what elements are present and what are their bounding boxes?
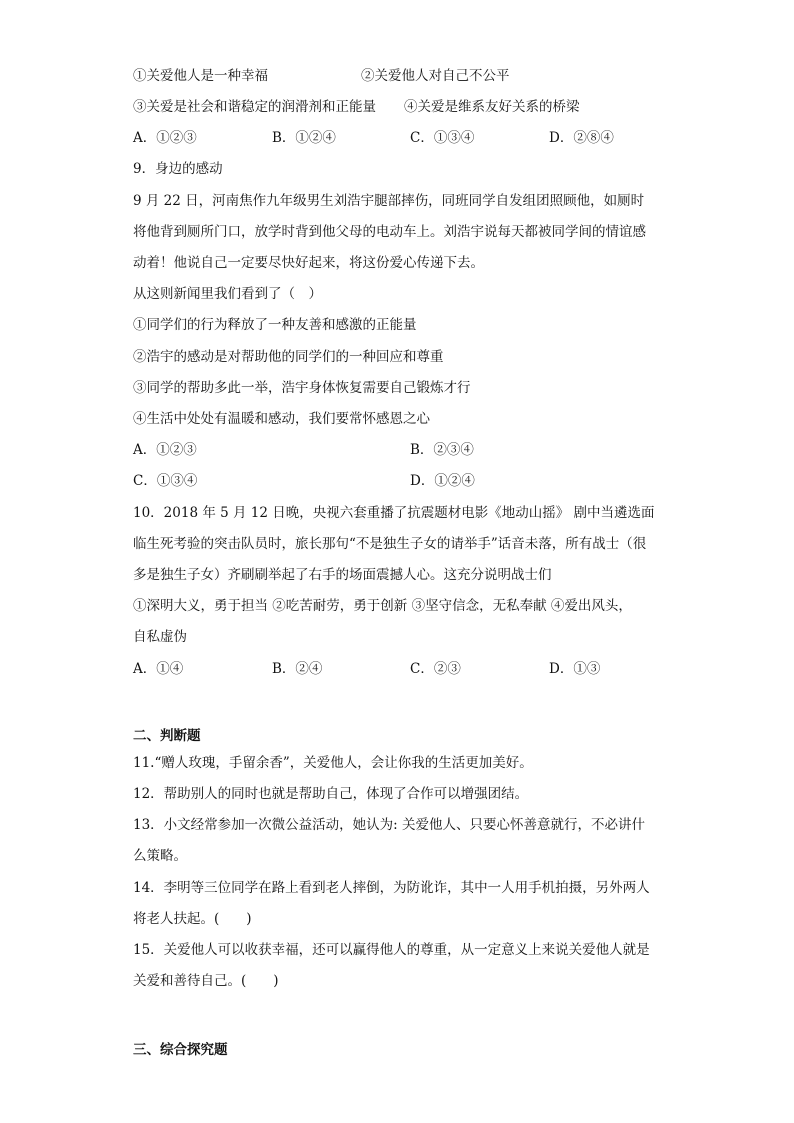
- q10-items-line-2: 自私虚伪: [133, 629, 187, 645]
- q8-option-d: D．②⑧④: [549, 130, 614, 146]
- q8-item-2: ②关爱他人对自己不公平: [361, 68, 510, 84]
- q9-item-2: ②浩宇的感动是对帮助他的同学们的一种回应和尊重: [133, 349, 444, 365]
- q11: 11.“赠人玫瑰，手留余香”，关爱他人，会让你我的生活更加美好。: [133, 755, 533, 771]
- q9-title: 9．身边的感动: [133, 161, 223, 177]
- section-3-heading: 三、综合探究题: [133, 1042, 228, 1058]
- q10-option-c: C．②③: [410, 661, 461, 677]
- q9-passage-line-3: 动着！他说自己一定要尽快好起来，将这份爱心传递下去。: [133, 255, 484, 271]
- q8-item-1: ①关爱他人是一种幸福: [133, 68, 268, 84]
- q10-option-a: A．①④: [133, 661, 184, 677]
- q8-option-a: A．①②③: [133, 130, 197, 146]
- q8-item-4: ④关爱是维系友好关系的桥梁: [404, 99, 580, 115]
- q10-line-3: 多是独生子女）齐刷刷举起了右手的场面震撼人心。这充分说明战士们: [133, 567, 552, 583]
- q9-item-4: ④生活中处处有温暖和感动，我们要常怀感恩之心: [133, 411, 430, 427]
- q10-items-line: ①深明大义，勇于担当 ②吃苦耐劳，勇于创新 ③坚守信念，无私奉献 ④爱出风头，: [133, 598, 632, 614]
- section-2-heading: 二、判断题: [133, 728, 201, 744]
- q8-option-c: C．①③④: [410, 130, 475, 146]
- q9-item-1: ①同学们的行为释放了一种友善和感激的正能量: [133, 317, 417, 333]
- q8-option-b: B．①②④: [272, 130, 336, 146]
- q9-option-d: D．①②④: [410, 473, 475, 489]
- q9-question: 从这则新闻里我们看到了（ ）: [133, 286, 322, 302]
- q9-option-c: C．①③④: [133, 473, 198, 489]
- q10-option-d: D．①③: [549, 661, 601, 677]
- q13-line-1: 13．小文经常参加一次微公益活动，她认为: 关爱他人、只要心怀善意就行，不必讲什: [133, 817, 646, 833]
- q15-line-2: 关爱和善待自己。( ): [133, 973, 279, 989]
- q13-line-2: 么策略。: [133, 848, 187, 864]
- q9-option-a: A．①②③: [133, 442, 197, 458]
- q9-passage-line-2: 将他背到厕所门口，放学时背到他父母的电动车上。刘浩宇说每天都被同学间的情谊感: [133, 224, 646, 240]
- q9-item-3: ③同学的帮助多此一举，浩宇身体恢复需要自己锻炼才行: [133, 380, 471, 396]
- q12: 12．帮助别人的同时也就是帮助自己，体现了合作可以增强团结。: [133, 786, 529, 802]
- q10-line-2: 临生死考验的突击队员时，旅长那句“不是独生子女的请举手”话音未落，所有战士（很: [133, 536, 647, 552]
- q10-line-1: 10．2018 年 5 月 12 日晚，央视六套重播了抗震题材电影《地动山摇》 剧中当遴选面: [133, 505, 655, 521]
- q14-line-1: 14．李明等三位同学在路上看到老人摔倒，为防讹诈，其中一人用手机拍摄，另外两人: [133, 880, 650, 896]
- q10-option-b: B．②④: [272, 661, 323, 677]
- q9-passage-line-1: 9 月 22 日，河南焦作九年级男生刘浩宇腿部摔伤，同班同学自发组团照顾他，如厕时: [133, 193, 645, 209]
- q15-line-1: 15．关爱他人可以收获幸福，还可以赢得他人的尊重，从一定意义上来说关爱他人就是: [133, 942, 650, 958]
- q9-option-b: B．②③④: [410, 442, 474, 458]
- q8-item-3: ③关爱是社会和谐稳定的润滑剂和正能量: [133, 99, 376, 115]
- q14-line-2: 将老人扶起。( ): [133, 911, 252, 927]
